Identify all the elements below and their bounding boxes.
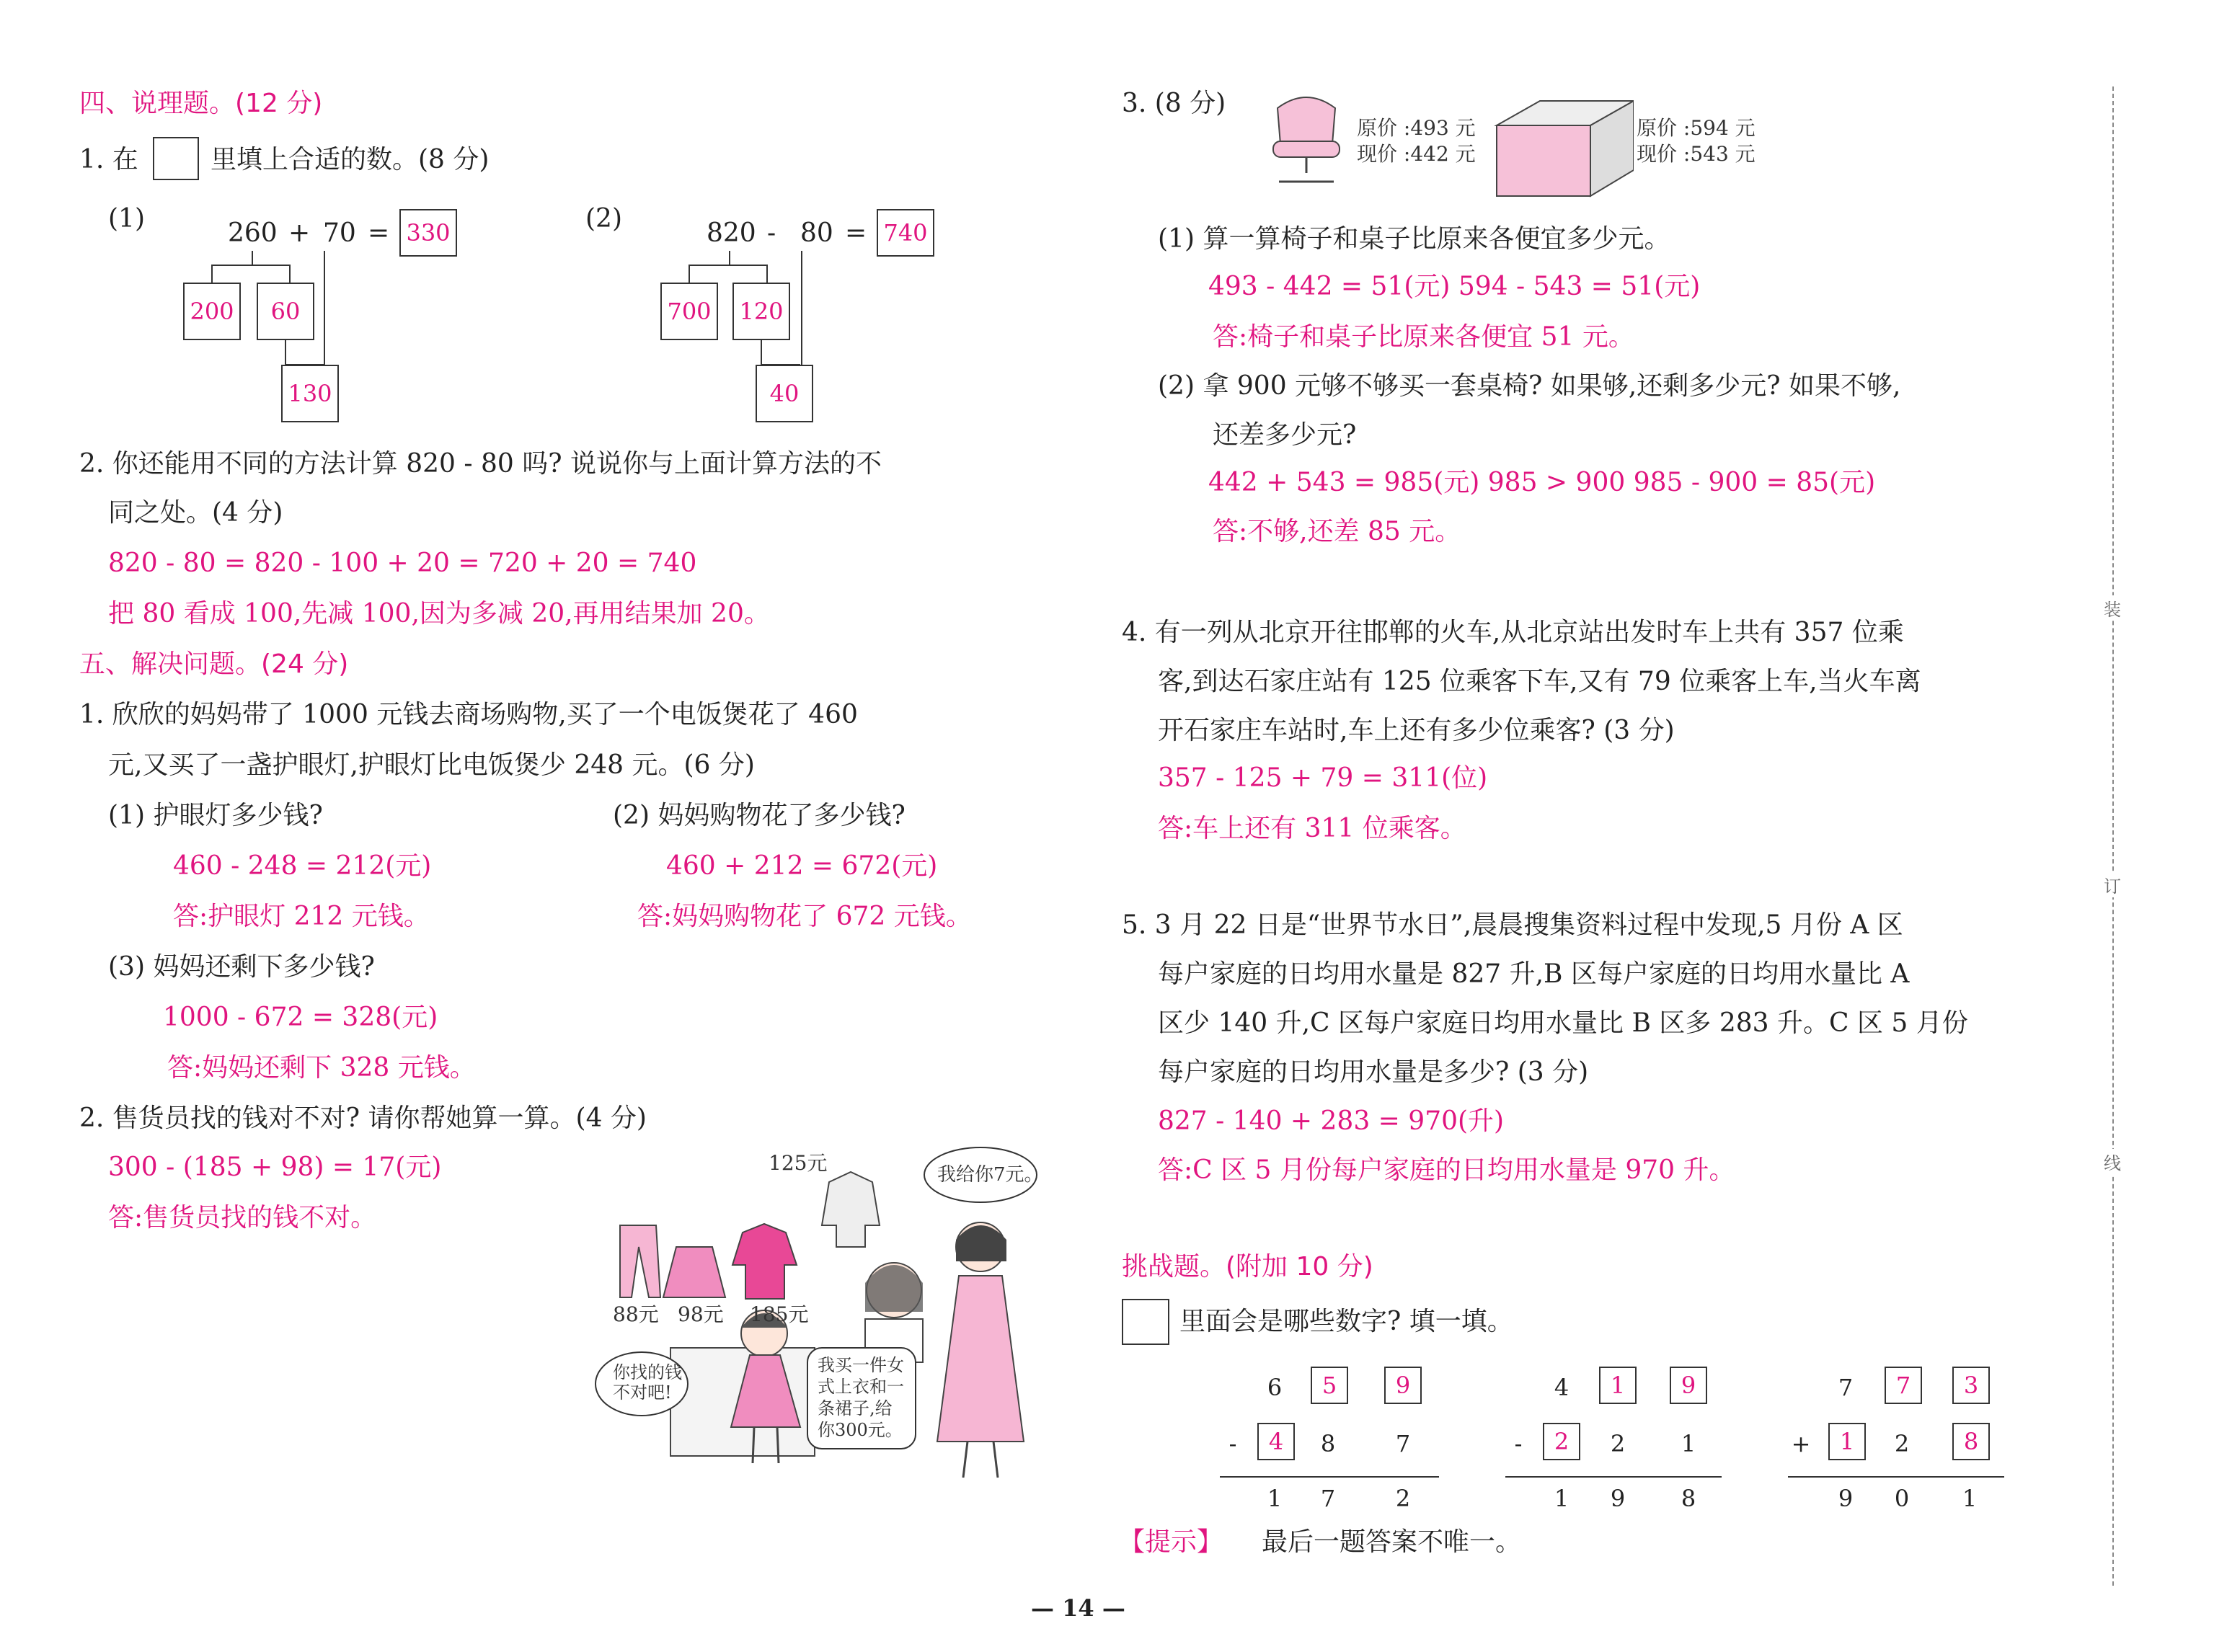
v2-bot-box-0: 2 bbox=[1543, 1423, 1580, 1460]
hint-label: 【提示】 bbox=[1119, 1527, 1223, 1557]
margin-char-2: 订 bbox=[2104, 872, 2121, 897]
p2-answer: 答:售货员找的钱不对。 bbox=[108, 1203, 377, 1233]
section-4-title: 四、说理题。(12 分) bbox=[79, 89, 323, 118]
v3-res-1: 0 bbox=[1894, 1485, 1910, 1512]
p1-sub1-calc: 460 - 248 = 212(元) bbox=[173, 851, 432, 881]
q1-text-b: 里填上合适的数。(8 分) bbox=[211, 145, 490, 174]
price-shirt: 185元 bbox=[750, 1302, 809, 1326]
bubble-buy-line2: 式上衣和一 bbox=[818, 1377, 904, 1397]
p1-sub2-calc: 460 + 212 = 672(元) bbox=[666, 851, 938, 881]
q1-sub1-split-box-a: 200 bbox=[183, 283, 241, 340]
q1-sub2-bottom-box: 40 bbox=[756, 365, 813, 422]
q3-sub1: (1) 算一算椅子和桌子比原来各便宜多少元。 bbox=[1158, 224, 1670, 254]
v1-res-1: 7 bbox=[1320, 1485, 1336, 1512]
v2-res-0: 1 bbox=[1554, 1485, 1569, 1512]
q4-answer: 答:车上还有 311 位乘客。 bbox=[1158, 814, 1466, 843]
v2-res-2: 8 bbox=[1681, 1485, 1696, 1512]
v2-bot-2: 1 bbox=[1681, 1430, 1696, 1457]
desk-current-price: 现价 :543 元 bbox=[1637, 142, 1756, 166]
price-jacket: 125元 bbox=[769, 1151, 828, 1175]
hint-text: 最后一题答案不唯一。 bbox=[1262, 1527, 1522, 1557]
q5-line4: 每户家庭的日均用水量是多少? (3 分) bbox=[1158, 1057, 1589, 1087]
chair-current-price: 现价 :442 元 bbox=[1357, 142, 1476, 166]
v1-top-0: 6 bbox=[1267, 1374, 1283, 1401]
q3-sub1-answer: 答:椅子和桌子比原来各便宜 51 元。 bbox=[1213, 322, 1634, 352]
q1-sub1-split-box-b: 60 bbox=[257, 283, 314, 340]
q2-line2: 同之处。(4 分) bbox=[108, 498, 283, 528]
q5-answer: 答:C 区 5 月份每户家庭的日均用水量是 970 升。 bbox=[1158, 1155, 1735, 1185]
q2-line1: 2. 你还能用不同的方法计算 820 - 80 吗? 说说你与上面计算方法的不 bbox=[79, 449, 882, 479]
p1-line1: 1. 欣欣的妈妈带了 1000 元钱去商场购物,买了一个电饭煲花了 460 bbox=[79, 700, 858, 729]
chair-icon bbox=[1263, 86, 1350, 195]
q1-sub2-eq: = bbox=[845, 218, 867, 248]
q1-sub2-op: - bbox=[767, 218, 776, 248]
q3-sub2-line2: 还差多少元? bbox=[1213, 420, 1357, 450]
v1-bot-2: 7 bbox=[1395, 1430, 1411, 1457]
q3-sub1-calc: 493 - 442 = 51(元) 594 - 543 = 51(元) bbox=[1208, 272, 1701, 301]
binding-cut-line bbox=[2112, 86, 2114, 1586]
v2-bot-1: 2 bbox=[1610, 1430, 1626, 1457]
q4-line1: 4. 有一列从北京开往邯郸的火车,从北京站出发时车上共有 357 位乘 bbox=[1122, 618, 1904, 647]
q3-sub2-calc: 442 + 543 = 985(元) 985 > 900 985 - 900 = 85(元) bbox=[1208, 468, 1876, 497]
v3-res-0: 9 bbox=[1838, 1485, 1854, 1512]
p1-sub1-answer: 答:护眼灯 212 元钱。 bbox=[173, 902, 430, 931]
p2-calc: 300 - (185 + 98) = 17(元) bbox=[108, 1153, 442, 1182]
q1-sub1-label: (1) bbox=[108, 204, 145, 234]
bubble-buy-line3: 条裙子,给 bbox=[818, 1398, 893, 1418]
v2-res-1: 9 bbox=[1610, 1485, 1626, 1512]
v1-bot-box-0: 4 bbox=[1257, 1423, 1295, 1460]
q1-sub1-eq: = bbox=[368, 218, 390, 248]
q1-sub1-result-box: 330 bbox=[399, 209, 457, 257]
section-5-title: 五、解决问题。(24 分) bbox=[79, 649, 349, 679]
v2-top-box-1: 1 bbox=[1599, 1367, 1637, 1404]
v2-rule bbox=[1505, 1476, 1722, 1478]
q5-calc: 827 - 140 + 283 = 970(升) bbox=[1158, 1106, 1505, 1136]
v3-top-0: 7 bbox=[1838, 1374, 1854, 1401]
q5-line2: 每户家庭的日均用水量是 827 升,B 区每户家庭的日均用水量比 A bbox=[1158, 959, 1910, 989]
page-number: — 14 — bbox=[1031, 1594, 1125, 1622]
q5-line1: 5. 3 月 22 日是“世界节水日”,晨晨搜集资料过程中发现,5 月份 A 区 bbox=[1122, 910, 1903, 940]
q4-line2: 客,到达石家庄站有 125 位乘客下车,又有 79 位乘客上车,当火车离 bbox=[1158, 667, 1921, 696]
q1-sub2-result-box: 740 bbox=[877, 209, 934, 257]
jacket-icon bbox=[822, 1172, 880, 1247]
pants-icon bbox=[620, 1225, 660, 1297]
q1-sub2-num-a: 820 bbox=[707, 218, 756, 248]
p1-sub3-answer: 答:妈妈还剩下 328 元钱。 bbox=[167, 1053, 476, 1083]
q1-sub2-split-box-a: 700 bbox=[660, 283, 718, 340]
skirt-icon bbox=[663, 1247, 725, 1297]
v1-bot-1: 8 bbox=[1320, 1430, 1336, 1457]
price-pants: 88元 bbox=[613, 1302, 659, 1326]
v2-op: - bbox=[1514, 1430, 1523, 1457]
q4-calc: 357 - 125 + 79 = 311(位) bbox=[1158, 763, 1488, 793]
v1-res-2: 2 bbox=[1395, 1485, 1411, 1512]
p1-sub3-calc: 1000 - 672 = 328(元) bbox=[163, 1003, 438, 1032]
p1-sub2-answer: 答:妈妈购物花了 672 元钱。 bbox=[637, 902, 972, 931]
chair-original-price: 原价 :493 元 bbox=[1357, 116, 1476, 140]
v2-top-box-2: 9 bbox=[1670, 1367, 1707, 1404]
v3-bot-box-0: 1 bbox=[1828, 1423, 1866, 1460]
v1-top-box-1: 5 bbox=[1311, 1367, 1348, 1404]
v3-top-box-2: 3 bbox=[1952, 1367, 1990, 1404]
q3-label: 3. (8 分) bbox=[1122, 89, 1226, 118]
bubble-wrong-line1: 你找的钱 bbox=[613, 1362, 682, 1382]
v1-op: - bbox=[1228, 1430, 1237, 1457]
v1-top-box-2: 9 bbox=[1384, 1367, 1422, 1404]
v3-rule bbox=[1788, 1476, 2004, 1478]
p1-line2: 元,又买了一盏护眼灯,护眼灯比电饭煲少 248 元。(6 分) bbox=[108, 750, 755, 780]
blank-box-icon bbox=[1122, 1299, 1169, 1345]
v2-top-0: 4 bbox=[1554, 1374, 1569, 1401]
challenge-title: 挑战题。(附加 10 分) bbox=[1122, 1252, 1373, 1282]
q1-sub2-split-box-b: 120 bbox=[732, 283, 790, 340]
margin-char-1: 装 bbox=[2104, 595, 2121, 621]
desk-icon bbox=[1489, 86, 1634, 202]
v1-rule bbox=[1220, 1476, 1439, 1478]
v3-bot-1: 2 bbox=[1894, 1430, 1910, 1457]
p1-sub1-question: (1) 护眼灯多少钱? bbox=[108, 801, 323, 830]
q2-answer-calc: 820 - 80 = 820 - 100 + 20 = 720 + 20 = 740 bbox=[108, 549, 697, 578]
margin-char-3: 线 bbox=[2104, 1149, 2121, 1174]
blank-box-icon bbox=[153, 137, 199, 180]
v3-bot-box-2: 8 bbox=[1952, 1423, 1990, 1460]
q5-line3: 区少 140 升,C 区每户家庭日均用水量比 B 区多 283 升。C 区 5 月份 bbox=[1158, 1008, 1968, 1038]
p2-line1: 2. 售货员找的钱对不对? 请你帮她算一算。(4 分) bbox=[79, 1103, 647, 1133]
v1-res-0: 1 bbox=[1267, 1485, 1283, 1512]
q1-sub2-label: (2) bbox=[585, 204, 622, 234]
price-skirt: 98元 bbox=[678, 1302, 724, 1326]
q1-sub2-num-b: 80 bbox=[800, 218, 833, 248]
q1-sub1-num-b: 70 bbox=[323, 218, 356, 248]
bubble-buy-line4: 你300元。 bbox=[818, 1420, 903, 1440]
shirt-icon bbox=[732, 1224, 797, 1299]
v3-op: + bbox=[1791, 1430, 1811, 1457]
bubble-wrong-line2: 不对吧! bbox=[613, 1382, 672, 1403]
bubble-change-text: 我给你7元。 bbox=[937, 1164, 1043, 1186]
mother-icon bbox=[937, 1222, 1024, 1478]
q1-sub1-op: + bbox=[288, 218, 311, 248]
q1-text-a: 1. 在 bbox=[79, 145, 138, 174]
q3-sub2-answer: 答:不够,还差 85 元。 bbox=[1213, 517, 1461, 546]
q3-sub2-line1: (2) 拿 900 元够不够买一套桌椅? 如果够,还剩多少元? 如果不够, bbox=[1158, 371, 1901, 401]
v3-top-box-1: 7 bbox=[1885, 1367, 1922, 1404]
q2-answer-text: 把 80 看成 100,先减 100,因为多减 20,再用结果加 20。 bbox=[108, 599, 770, 629]
p1-sub3-question: (3) 妈妈还剩下多少钱? bbox=[108, 952, 375, 982]
q1-sub1-num-a: 260 bbox=[228, 218, 278, 248]
p1-sub2-question: (2) 妈妈购物花了多少钱? bbox=[613, 801, 906, 830]
q1-sub1-bottom-box: 130 bbox=[281, 365, 339, 422]
q4-line3: 开石家庄车站时,车上还有多少位乘客? (3 分) bbox=[1158, 716, 1675, 745]
bubble-buy-line1: 我买一件女 bbox=[818, 1355, 904, 1375]
desk-original-price: 原价 :594 元 bbox=[1637, 116, 1756, 140]
challenge-text: 里面会是哪些数字? 填一填。 bbox=[1179, 1307, 1513, 1336]
v3-res-2: 1 bbox=[1962, 1485, 1978, 1512]
